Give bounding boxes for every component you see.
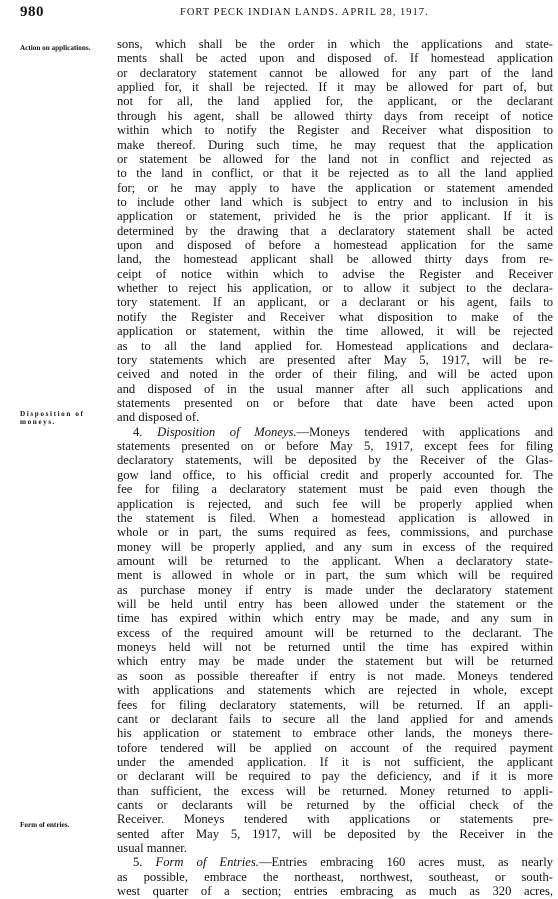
text-line: through his agent, shall be allowed thirty days from receipt of notice [117,108,553,123]
text-line: determined by the drawing that a declaratory statement shall be acted [117,223,553,238]
text-line: statements presented on or before that date have been acted upon [117,395,553,410]
text-line: gow land office, to his official credit and properly accounted for. The [117,467,553,482]
text-line: notify the Register and Receiver what disposition to make of the [117,309,553,324]
text-line: ment is allowed in whole or in part, the sum which will be required [117,568,553,583]
text-line: excess of the required amount will be returned to the declarant. The [117,625,553,640]
text-line: will be held until entry has been allowed under the statement or the [117,597,553,612]
text-line: land, the homestead applicant shall be allowed thirty days from re- [117,252,553,267]
paragraph-disposition-of-moneys [117,425,553,856]
section-number: 4. [133,424,143,439]
text-line: ceipt of notice within which to advise the Register and Receiver [117,266,553,281]
text-line: ments shall be acted upon and disposed of. If homestead application [117,51,553,66]
text-line: as purchase money if entry is made under the declaratory statement [117,582,553,597]
running-head: FORT PECK INDIAN LANDS. APRIL 28, 1917. [180,7,429,18]
text-line: amount will be returned to the applicant. When a declaratory state- [117,553,553,568]
text-line: declaratory statements, will be deposited by the Receiver of the Glas- [117,453,553,468]
text-line: tory statements which are presented after May 5, 1917, will be re- [117,352,553,367]
text-line: application is rejected, and such fee will be properly applied when [117,496,553,511]
text-line: application or statement, within the time allowed, it will be rejected [117,324,553,339]
text-line: as soon as possible thereafter if entry is not made. Moneys tendered [117,668,553,683]
text-line: make thereof. During such time, he may request that the application [117,137,553,152]
text-line: than sufficient, the excess will be returned. Money returned to appli- [117,783,553,798]
text-line: and disposed of. [117,410,200,425]
text-line: or declaratory statement cannot be allowed for any part of the land [117,65,553,80]
text-line: to include other land which is subject to entry and to inclusion in his [117,194,553,209]
text-line: moneys held will not be returned until the time has expired within [117,640,553,655]
body-text [117,37,553,899]
text-line: tory statement. If an applicant, or a declarant or his agent, fails to [117,295,553,310]
text-line: whether to reject his application, or to allow it subject to the declara- [117,281,553,296]
paragraph-first-line [117,855,553,869]
text-line: his application or statement to embrace other lands, the moneys there- [117,726,553,741]
text-line: usual manner. [117,841,187,856]
text-line: under the amended application. If it is not sufficient, the applicant [117,754,553,769]
paragraph-form-of-entries [117,855,553,898]
text-line: with applications and statements which are rejected in whole, except [117,683,553,698]
text-line: within which to notify the Register and Receiver what disposition to [117,123,553,138]
text-line: or declarant will be required to pay the deficiency, and if it is more [117,769,553,784]
section-number: 5. [133,855,143,870]
text-line: sons, which shall be the order in which the applications and state- [117,37,553,51]
text-line: or statement be allowed for the land not in conflict and rejected as [117,151,553,166]
text-line: fee for filing a declaratory statement must be paid even though the [117,482,553,497]
text-line: and disposed of in the usual manner after all such applications and [117,381,553,396]
text-line: applied for, it shall be rejected. If it may be allowed for part of, but [117,80,553,95]
page-number: 980 [20,4,44,20]
text-line: time has expired within which entry may be made, and any sum in [117,611,553,626]
first-line-text: —Moneys tendered with applications and [296,424,553,439]
sidenote-disposition-of-moneys: Disposition of moneys. [20,410,85,426]
paragraph-action-on-applications [117,37,553,425]
text-line: for; or he may apply to have the application or statement amended [117,180,553,195]
text-line: tofore tendered will be applied on account of the required payment [117,740,553,755]
text-line: cants or declarants will be returned by the official check of the [117,798,553,813]
text-line: cant or declarant fails to secure all the land applied for and amends [117,711,553,726]
text-line: fees for filing declaratory statements, will be returned. If an appli- [117,697,553,712]
text-line: application or statement, privided he is the prior applicant. If it is [117,209,553,224]
sidenote-form-of-entries: Form of entries. [20,821,70,829]
section-heading: Form of Entries. [155,855,259,870]
section-heading: Disposition of Moneys. [157,424,297,439]
text-line: statements presented on or before May 5, 1917, except fees for filing [117,439,553,454]
paragraph-first-line [117,425,553,439]
text-line: whole or in part, the sums required as fees, commissions, and purchase [117,525,553,540]
text-line: west quarter of a section; entries embracing as much as 320 acres, [117,884,553,899]
text-line: sented after May 5, 1917, will be deposited by the Receiver in the [117,826,553,841]
text-line: to the land in conflict, or that it be rejected as to all the land applied [117,166,553,181]
text-line: as possible, embrace the northeast, northwest, southeast, or south- [117,869,553,884]
sidenote-action-on-applications: Action on applications. [20,44,91,52]
text-line: ceived and noted in the order of their filing, and will be acted upon [117,367,553,382]
text-line: money will be properly applied, and any sum in excess of the required [117,539,553,554]
text-line: as to all the land applied for. Homestead applications and declara- [117,338,553,353]
first-line-text: —Entries embracing 160 acres must, as nearly [258,855,553,870]
text-line: the statement is filed. When a homestead application is allowed in [117,510,553,525]
text-line: Receiver. Moneys tendered with applications or statements pre- [117,812,553,827]
text-line: which entry may be made under the statement but will be returned [117,654,553,669]
text-line: upon and disposed of before a homestead application for the same [117,238,553,253]
text-line: not for all, the land applied for, the applicant, or the declarant [117,94,553,109]
